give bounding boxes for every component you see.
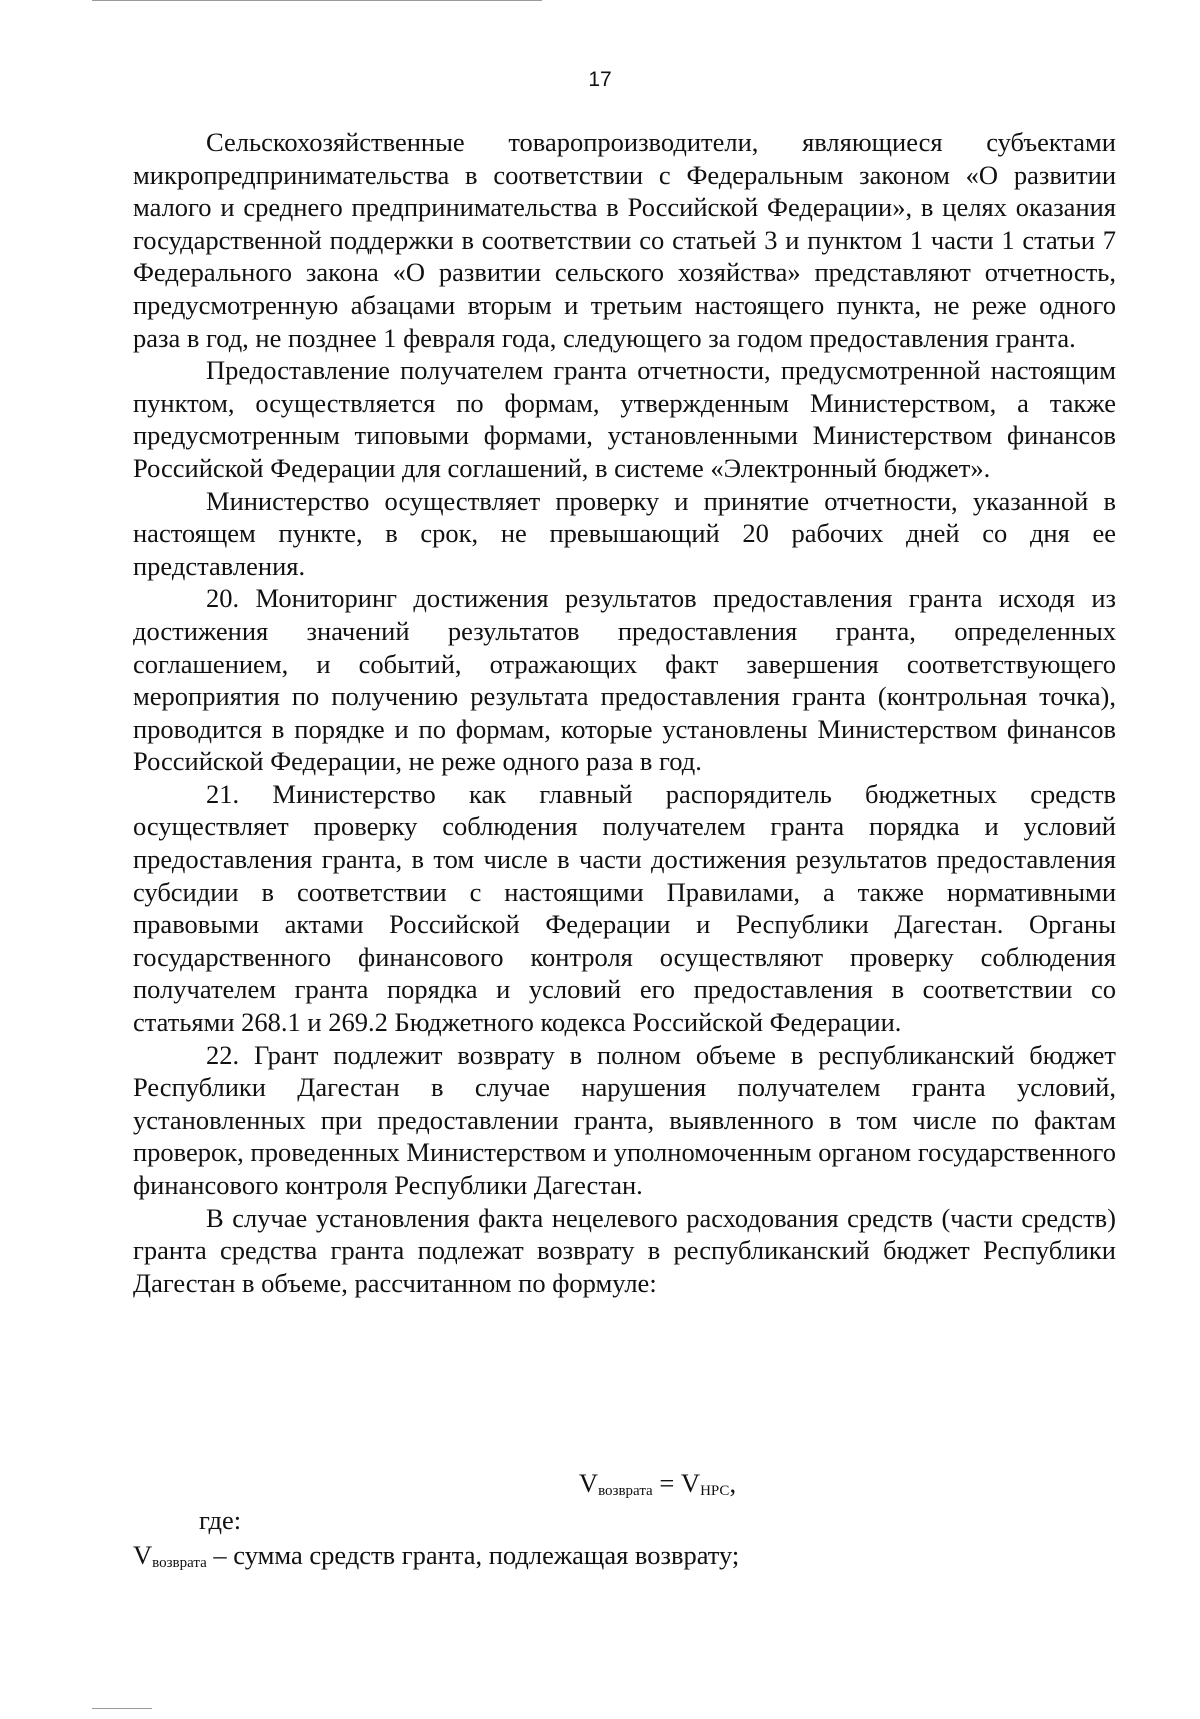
scan-artifact-bottom <box>92 1708 152 1709</box>
paragraph-report-verification: Министерство осуществляет проверку и принятие отчетности, указанной в настоящем пункте, в срок, не превышающий 20 рабочих дней со дня ее представления. <box>133 485 1116 581</box>
page-number: 17 <box>588 68 612 91</box>
formula-lhs-subscript: возврата <box>598 1483 653 1499</box>
paragraph-microenterprise-reporting: Сельскохозяйственные товаропроизводители, являющиеся субъектами микропредпринимательства в соответствии с Федеральным законом «О развитии малого и среднего предпринимательства в Российской Федерации», в целях оказания государственной поддержки в соответствии со статьей 3 и пунктом 1 части 1 статьи 7 Федерального закона «О развитии сельского хозяйства» представляют отчетность, предусмотренную абзацами вторым и третьим настоящего пункта, не реже одного раза в год, не позднее 1 февраля года, следующего за годом предоставления гранта. <box>133 127 1116 353</box>
scan-artifact-top <box>92 0 542 1</box>
paragraph-21-compliance-check: 21. Министерство как главный распорядитель бюджетных средств осуществляет проверку соблюдения получателем гранта порядка и условий предоставления гранта, в том числе в части достижения результатов предоставления субсидии в соответствии с настоящими Правилами, а также нормативными правовыми актами Российской Федерации и Республики Дагестан. Органы государственного финансового контроля осуществляют проверку соблюдения получателем гранта порядка и условий его предоставления в соответствии со статьями 268.1 и 269.2 Бюджетного кодекса Российской Федерации. <box>133 778 1116 1038</box>
formula-trailing: , <box>729 1468 737 1498</box>
formula-rhs-subscript: НРС <box>700 1483 730 1499</box>
definition-symbol: V <box>133 1540 153 1570</box>
variable-definition <box>133 1540 739 1572</box>
formula-equals: = <box>652 1468 681 1498</box>
paragraph-22-grant-return: 22. Грант подлежит возврату в полном объеме в республиканский бюджет Республики Дагестан в случае нарушения получателем гранта условий, установленных при предоставлении гранта, выявленного в том числе по фактам проверок, проведенных Министерством и уполномоченным органом государственного финансового контроля Республики Дагестан. <box>133 1039 1116 1200</box>
document-body <box>133 126 1116 1299</box>
paragraph-report-forms: Предоставление получателем гранта отчетности, предусмотренной настоящим пунктом, осуществляется по формам, утвержденным Министерством, а также предусмотренным типовыми формами, установленными Министерством финансов Российской Федерации для соглашений, в системе «Электронный бюджет». <box>133 355 1116 483</box>
formula-lhs-symbol: V <box>578 1468 599 1498</box>
formula-rhs-symbol: V <box>680 1468 701 1498</box>
where-label: где: <box>199 1505 242 1535</box>
paragraph-20-monitoring: 20. Мониторинг достижения результатов предоставления гранта исходя из достижения значений результатов предоставления гранта, определенных соглашением, и событий, отражающих факт завершения соответствующего мероприятия по получению результата предоставления гранта (контрольная точка), проводится в порядке и по формам, которые установлены Министерством финансов Российской Федерации, не реже одного раза в год. <box>133 583 1116 777</box>
return-formula <box>0 1468 1200 1500</box>
definition-subscript: возврата <box>152 1555 207 1571</box>
paragraph-misuse-return: В случае установления факта нецелевого расходования средств (части средств) гранта средства гранта подлежат возврату в республиканский бюджет Республики Дагестан в объеме, рассчитанном по формуле: <box>133 1202 1116 1298</box>
definition-text: – сумма средств гранта, подлежащая возврату; <box>206 1540 740 1570</box>
